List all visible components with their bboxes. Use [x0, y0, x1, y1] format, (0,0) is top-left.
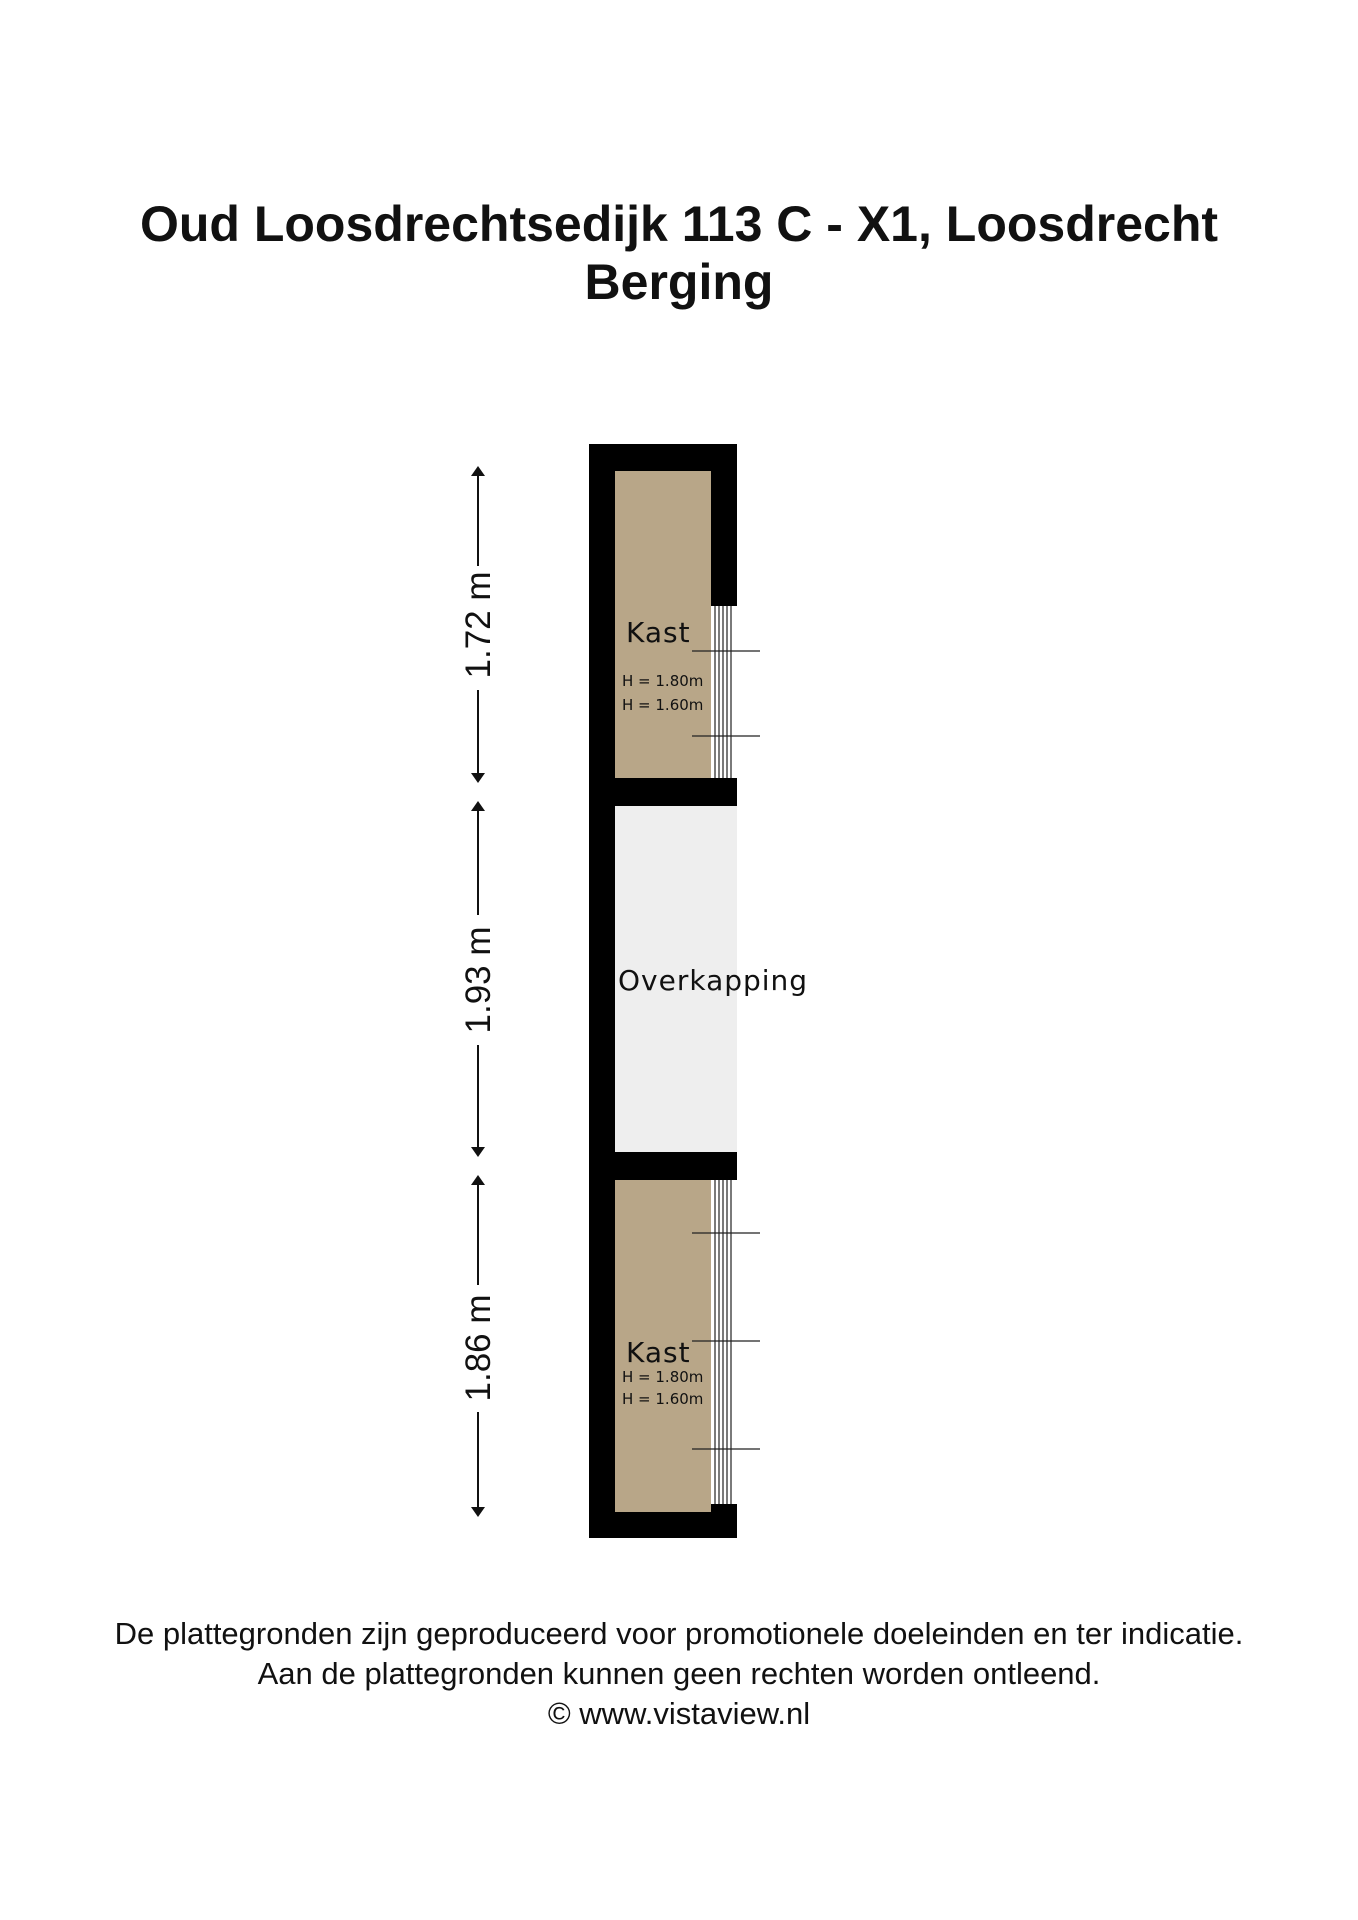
dimension-1: [459, 471, 498, 778]
room-label-kast-top: Kast: [626, 616, 691, 649]
floor-title: Berging: [584, 254, 774, 310]
wall-divider-upper: [589, 778, 737, 806]
wall-divider-lower: [589, 1152, 737, 1180]
height-label: H = 1.80m: [622, 672, 704, 690]
wall-right-upper: [711, 444, 737, 606]
dimension-3: [459, 1180, 498, 1512]
wall-bottom: [589, 1512, 737, 1538]
room-label-overkapping: Overkapping: [618, 964, 809, 997]
wall-left: [589, 444, 615, 1538]
disclaimer-line-2: Aan de plattegronden kunnen geen rechten worden ontleend.: [257, 1656, 1101, 1691]
disclaimer-line-1: De plattegronden zijn geproduceerd voor promotionele doeleinden en ter indicatie.: [114, 1616, 1244, 1651]
dimension-label: 1.72 m: [459, 571, 498, 679]
dimension-label: 1.86 m: [459, 1294, 498, 1402]
room-label-kast-bottom: Kast: [626, 1336, 691, 1369]
height-label: H = 1.80m: [622, 1368, 704, 1386]
height-label: H = 1.60m: [622, 1390, 704, 1408]
height-label: H = 1.60m: [622, 696, 704, 714]
page-title: Oud Loosdrechtsedijk 113 C - X1, Loosdrecht: [139, 196, 1219, 252]
copyright-link[interactable]: © www.vistaview.nl: [547, 1696, 811, 1731]
dimension-2: [459, 806, 498, 1152]
dimension-label: 1.93 m: [459, 926, 498, 1034]
